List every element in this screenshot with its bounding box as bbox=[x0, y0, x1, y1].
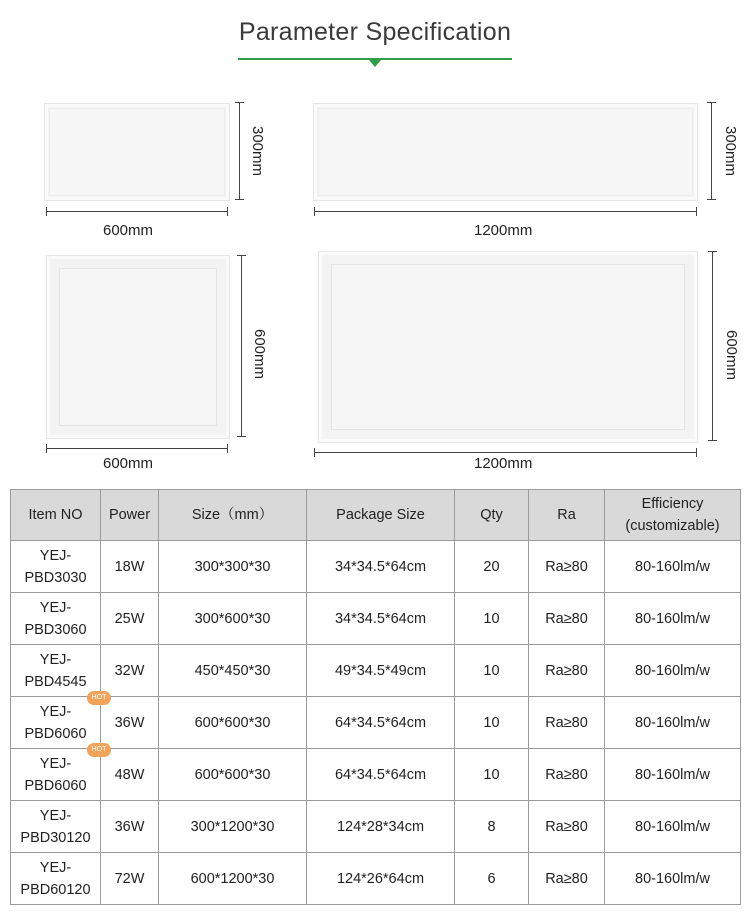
header-efficiency-line2: (customizable) bbox=[625, 518, 720, 534]
cell-qty: 6 bbox=[455, 853, 529, 905]
cell-qty: 10 bbox=[455, 645, 529, 697]
cell-efficiency: 80-160lm/w bbox=[605, 801, 741, 853]
cell-ra: Ra≥80 bbox=[529, 645, 605, 697]
panel-1200x600-height-dimension bbox=[708, 251, 717, 441]
header-qty: Qty bbox=[455, 490, 529, 541]
cell-item-no bbox=[11, 645, 101, 697]
item-no-model: PBD3030 bbox=[24, 569, 87, 586]
item-no-model: PBD30120 bbox=[20, 829, 91, 846]
item-no-prefix: YEJ- bbox=[39, 599, 72, 616]
cell-size: 300*1200*30 bbox=[159, 801, 307, 853]
header-item-no: Item NO bbox=[11, 490, 101, 541]
item-no-model: PBD6060 bbox=[24, 777, 87, 794]
cell-size: 600*600*30 bbox=[159, 749, 307, 801]
cell-item-no bbox=[11, 593, 101, 645]
cell-package-size: 34*34.5*64cm bbox=[307, 541, 455, 593]
item-no-prefix: YEJ- bbox=[39, 547, 72, 564]
cell-item-no bbox=[11, 853, 101, 905]
table-row bbox=[11, 801, 741, 853]
header-efficiency bbox=[605, 490, 741, 541]
panel-600x300-width-label: 600mm bbox=[103, 222, 154, 239]
panel-600x600-image bbox=[46, 255, 230, 439]
cell-efficiency: 80-160lm/w bbox=[605, 749, 741, 801]
table-row bbox=[11, 697, 741, 749]
cell-ra: Ra≥80 bbox=[529, 541, 605, 593]
item-no-model: PBD60120 bbox=[20, 881, 91, 898]
cell-item-no bbox=[11, 541, 101, 593]
cell-package-size: 64*34.5*64cm bbox=[307, 697, 455, 749]
table-row bbox=[11, 853, 741, 905]
panel-1200x600-image bbox=[318, 251, 698, 443]
item-no-prefix: YEJ- bbox=[39, 859, 72, 876]
item-no-prefix: YEJ- bbox=[39, 807, 72, 824]
hot-badge: HOT bbox=[87, 691, 111, 705]
panel-600x300-height-dimension bbox=[235, 102, 244, 200]
page-title: Parameter Specification bbox=[238, 18, 512, 46]
cell-size: 450*450*30 bbox=[159, 645, 307, 697]
cell-package-size: 124*26*64cm bbox=[307, 853, 455, 905]
cell-size: 300*300*30 bbox=[159, 541, 307, 593]
panel-600x600-height-dimension bbox=[237, 255, 246, 437]
cell-power: 48W bbox=[101, 749, 159, 801]
table-header-row bbox=[11, 490, 741, 541]
cell-ra: Ra≥80 bbox=[529, 801, 605, 853]
cell-package-size: 64*34.5*64cm bbox=[307, 749, 455, 801]
panel-1200x300-height-dimension bbox=[707, 102, 716, 200]
table-row bbox=[11, 749, 741, 801]
cell-efficiency: 80-160lm/w bbox=[605, 541, 741, 593]
cell-item-no bbox=[11, 746, 107, 801]
panel-600x600-width-label: 600mm bbox=[103, 455, 154, 472]
cell-ra: Ra≥80 bbox=[529, 697, 605, 749]
header-ra: Ra bbox=[529, 490, 605, 541]
cell-package-size: 49*34.5*49cm bbox=[307, 645, 455, 697]
table-body bbox=[11, 541, 741, 905]
cell-size: 300*600*30 bbox=[159, 593, 307, 645]
cell-qty: 10 bbox=[455, 749, 529, 801]
cell-power: 36W bbox=[101, 697, 159, 749]
item-no-model: PBD6060 bbox=[24, 725, 87, 742]
specification-table bbox=[10, 489, 741, 905]
cell-power: 18W bbox=[101, 541, 159, 593]
panel-600x300-height-label: 300mm bbox=[249, 126, 266, 177]
table-row bbox=[11, 541, 741, 593]
header-power: Power bbox=[101, 490, 159, 541]
table-row bbox=[11, 645, 741, 697]
cell-efficiency: 80-160lm/w bbox=[605, 593, 741, 645]
cell-item-no bbox=[11, 694, 107, 749]
cell-qty: 8 bbox=[455, 801, 529, 853]
panel-600x300-image bbox=[44, 103, 230, 201]
table-row bbox=[11, 593, 741, 645]
item-no-prefix: YEJ- bbox=[39, 755, 72, 772]
panel-1200x600-height-label: 600mm bbox=[723, 330, 740, 381]
cell-efficiency: 80-160lm/w bbox=[605, 853, 741, 905]
cell-efficiency: 80-160lm/w bbox=[605, 697, 741, 749]
panel-1200x300-width-dimension bbox=[314, 207, 697, 216]
panel-600x600-height-label: 600mm bbox=[251, 329, 268, 380]
cell-ra: Ra≥80 bbox=[529, 853, 605, 905]
panel-600x300-width-dimension bbox=[46, 207, 228, 216]
panel-1200x600-width-label: 1200mm bbox=[474, 455, 533, 472]
cell-package-size: 34*34.5*64cm bbox=[307, 593, 455, 645]
cell-power: 36W bbox=[101, 801, 159, 853]
cell-power: 25W bbox=[101, 593, 159, 645]
cell-size: 600*1200*30 bbox=[159, 853, 307, 905]
item-no-prefix: YEJ- bbox=[39, 651, 72, 668]
cell-item-no bbox=[11, 801, 101, 853]
cell-efficiency: 80-160lm/w bbox=[605, 645, 741, 697]
item-no-model: PBD4545 bbox=[24, 673, 87, 690]
panel-1200x300-height-label: 300mm bbox=[722, 126, 739, 177]
item-no-prefix: YEJ- bbox=[39, 703, 72, 720]
item-no-model: PBD3060 bbox=[24, 621, 87, 638]
panel-1200x300-width-label: 1200mm bbox=[474, 222, 533, 239]
cell-power: 72W bbox=[101, 853, 159, 905]
panel-600x600-width-dimension bbox=[46, 444, 228, 453]
hot-badge: HOT bbox=[87, 743, 111, 757]
cell-power: 32W bbox=[101, 645, 159, 697]
cell-qty: 10 bbox=[455, 697, 529, 749]
cell-size: 600*600*30 bbox=[159, 697, 307, 749]
cell-qty: 10 bbox=[455, 593, 529, 645]
panel-1200x300-image bbox=[313, 103, 698, 201]
header-size: Size（mm） bbox=[159, 490, 307, 541]
cell-qty: 20 bbox=[455, 541, 529, 593]
header-efficiency-line1: Efficiency bbox=[641, 496, 704, 512]
cell-package-size: 124*28*34cm bbox=[307, 801, 455, 853]
cell-ra: Ra≥80 bbox=[529, 749, 605, 801]
cell-ra: Ra≥80 bbox=[529, 593, 605, 645]
header-package-size: Package Size bbox=[307, 490, 455, 541]
title-arrow-icon bbox=[369, 60, 381, 67]
